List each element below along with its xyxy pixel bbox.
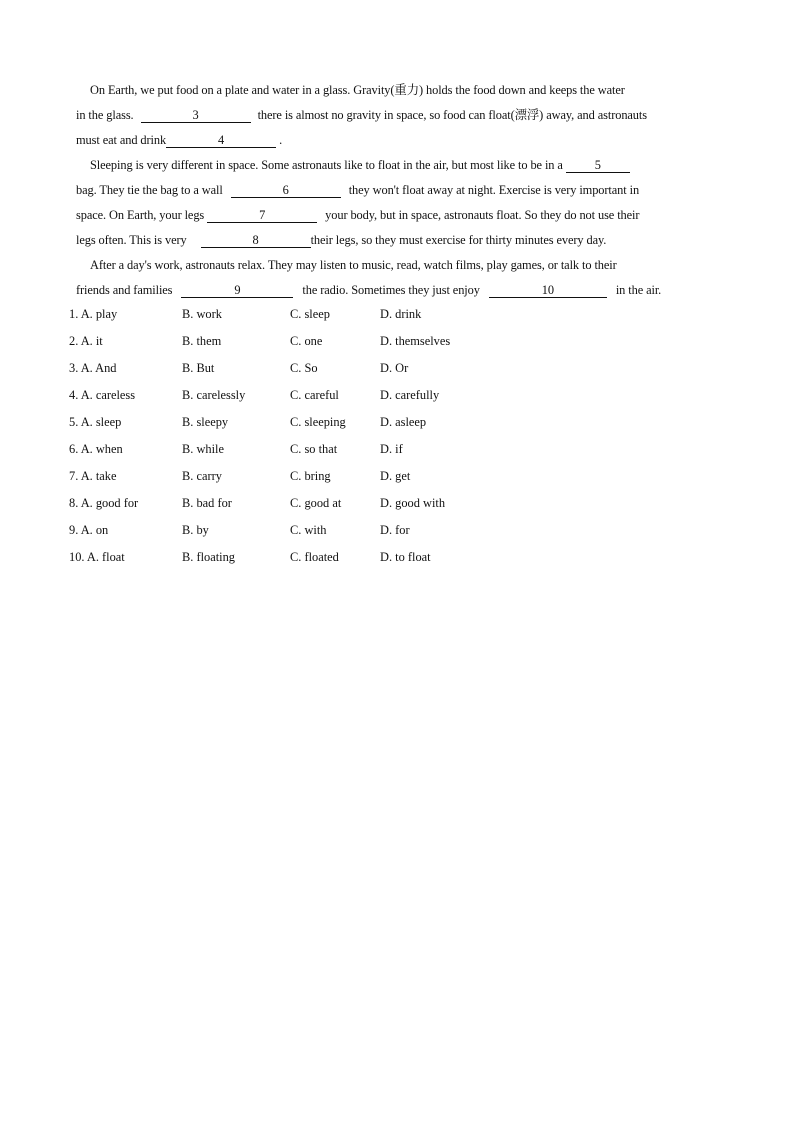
option-a[interactable]: 5. A. sleep: [69, 415, 122, 429]
blank-5[interactable]: 5: [566, 158, 630, 173]
passage-text: On Earth, we put food on a plate and water in a glass. Gravity(重力) holds the food down and keeps the water: [90, 83, 625, 97]
option-b[interactable]: B. sleepy: [182, 415, 229, 429]
paragraph-2-line-2: [76, 178, 724, 203]
option-a[interactable]: 10. A. float: [69, 550, 125, 564]
option-c[interactable]: C. one: [290, 334, 323, 348]
option-a[interactable]: 7. A. take: [69, 469, 117, 483]
question-row-3: [69, 356, 489, 383]
blank-9[interactable]: 9: [181, 283, 293, 298]
passage-text: must eat and drink: [76, 133, 167, 147]
option-c[interactable]: C. good at: [290, 496, 342, 510]
blank-6[interactable]: 6: [231, 183, 341, 198]
option-b[interactable]: B. carelessly: [182, 388, 246, 402]
question-row-9: [69, 518, 489, 545]
passage-text: in the glass.: [76, 108, 134, 122]
passage-text: they won't float away at night. Exercise is very important in: [348, 183, 640, 197]
option-c[interactable]: C. floated: [290, 550, 339, 564]
option-d[interactable]: D. to float: [380, 550, 431, 564]
question-row-1: [69, 302, 489, 329]
option-b[interactable]: B. floating: [182, 550, 235, 564]
passage-text: .: [279, 133, 283, 147]
question-row-4: [69, 383, 489, 410]
option-b[interactable]: B. while: [182, 442, 224, 456]
passage-text: friends and families: [76, 283, 173, 297]
paragraph-1-line-1: [76, 78, 724, 103]
option-d[interactable]: D. good with: [380, 496, 446, 510]
question-row-7: [69, 464, 489, 491]
option-d[interactable]: D. carefully: [380, 388, 440, 402]
answer-options: [69, 302, 489, 572]
question-row-8: [69, 491, 489, 518]
option-b[interactable]: B. But: [182, 361, 215, 375]
option-d[interactable]: D. if: [380, 442, 403, 456]
question-row-5: [69, 410, 489, 437]
option-d[interactable]: D. get: [380, 469, 411, 483]
passage-text: there is almost no gravity in space, so food can float(漂浮) away, and astronauts: [257, 108, 647, 122]
passage-text: the radio. Sometimes they just enjoy: [302, 283, 480, 297]
option-c[interactable]: C. sleeping: [290, 415, 346, 429]
option-b[interactable]: B. bad for: [182, 496, 232, 510]
option-a[interactable]: 8. A. good for: [69, 496, 139, 510]
option-c[interactable]: C. with: [290, 523, 327, 537]
option-c[interactable]: C. careful: [290, 388, 339, 402]
paragraph-2-line-3: [76, 203, 724, 228]
option-d[interactable]: D. themselves: [380, 334, 451, 348]
option-c[interactable]: C. bring: [290, 469, 331, 483]
passage-text: After a day's work, astronauts relax. They may listen to music, read, watch films, play games, or talk to their: [90, 258, 617, 272]
option-a[interactable]: 9. A. on: [69, 523, 109, 537]
option-b[interactable]: B. them: [182, 334, 222, 348]
option-a[interactable]: 3. A. And: [69, 361, 117, 375]
passage-text: bag. They tie the bag to a wall: [76, 183, 223, 197]
paragraph-3-line-1: [76, 253, 724, 278]
question-row-10: [69, 545, 489, 572]
option-a[interactable]: 2. A. it: [69, 334, 103, 348]
option-b[interactable]: B. carry: [182, 469, 222, 483]
option-d[interactable]: D. Or: [380, 361, 409, 375]
option-c[interactable]: C. sleep: [290, 307, 330, 321]
paragraph-3-line-2: [76, 278, 724, 303]
blank-7[interactable]: 7: [207, 208, 317, 223]
question-row-2: [69, 329, 489, 356]
question-row-6: [69, 437, 489, 464]
passage-text: space. On Earth, your legs: [76, 208, 205, 222]
blank-8[interactable]: 8: [201, 233, 311, 248]
option-d[interactable]: D. asleep: [380, 415, 427, 429]
paragraph-2-line-1: [76, 153, 724, 178]
option-d[interactable]: D. drink: [380, 307, 422, 321]
option-c[interactable]: C. So: [290, 361, 318, 375]
option-a[interactable]: 1. A. play: [69, 307, 118, 321]
blank-3[interactable]: 3: [141, 108, 251, 123]
paragraph-1-line-3: [76, 128, 724, 153]
passage-text: their legs, so they must exercise for thirty minutes every day.: [310, 233, 607, 247]
option-a[interactable]: 6. A. when: [69, 442, 123, 456]
option-d[interactable]: D. for: [380, 523, 410, 537]
cloze-passage: [76, 78, 724, 303]
passage-text: in the air.: [615, 283, 662, 297]
option-c[interactable]: C. so that: [290, 442, 338, 456]
option-a[interactable]: 4. A. careless: [69, 388, 136, 402]
option-b[interactable]: B. by: [182, 523, 209, 537]
paragraph-2-line-4: [76, 228, 724, 253]
passage-text: your body, but in space, astronauts float. So they do not use their: [325, 208, 640, 222]
passage-text: legs often. This is very: [76, 233, 187, 247]
blank-10[interactable]: 10: [489, 283, 607, 298]
option-b[interactable]: B. work: [182, 307, 222, 321]
blank-4[interactable]: 4: [166, 133, 276, 148]
passage-text: Sleeping is very different in space. Some astronauts like to float in the air, but most like to be in a: [90, 158, 563, 172]
paragraph-1-line-2: [76, 103, 724, 128]
